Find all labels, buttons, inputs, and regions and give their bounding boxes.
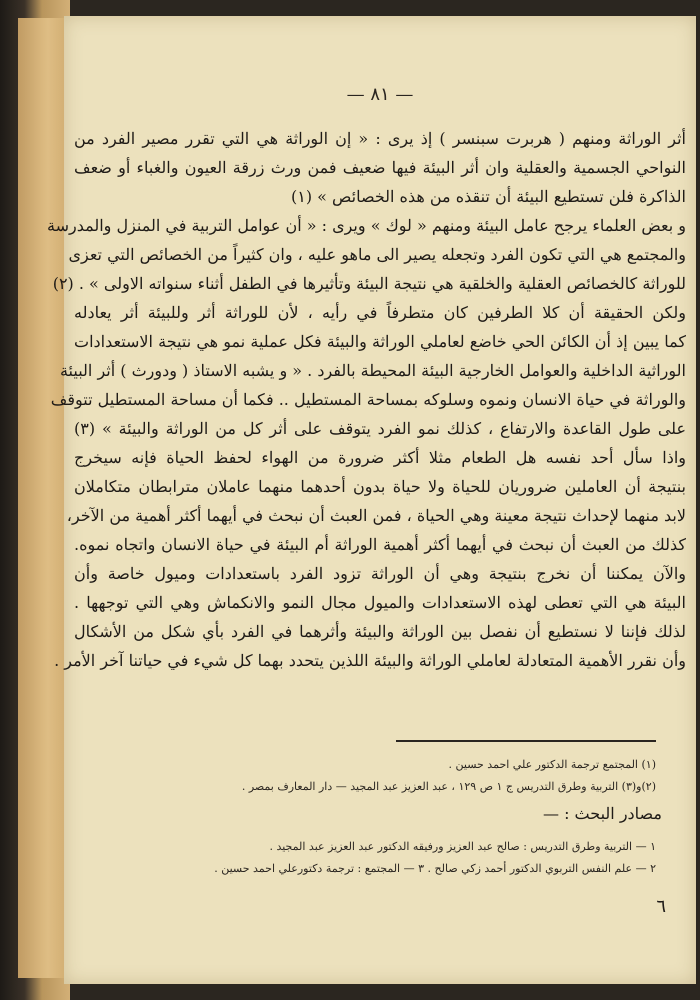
text-line: وأن نقرر الأهمية المتعادلة لعاملي الوراثة والبيئة اللذين يتحدد بهما كل شيء في حياتنا آخر الأمر .: [54, 651, 686, 670]
text-line: والمجتمع هي التي تكون الفرد وتجعله يصير الى ماهو عليه ، وان كثيراً من الخصائص التي تعزى: [68, 245, 686, 264]
source-item: ١ — التربية وطرق التدريس : صالح عبد العزيز ورفيقه الدكتور عبد العزيز عبد المجيد .: [269, 840, 656, 853]
text-line: والوراثة في حياة الانسان ونموه وسلوكه بمساحة المستطيل .. فكما أن مساحة المستطيل تتوقف: [50, 390, 686, 409]
source-item: ٢ — علم النفس التربوي الدكتور أحمد زكي صالح . ٣ — المجتمع : ترجمة دكتورعلي احمد حسين .: [214, 862, 656, 875]
text-line: أثر الوراثة ومنهم ( هربرت سبنسر ) إذ يرى : « إن الوراثة هي التي تقرر مصير الفرد من: [74, 129, 686, 148]
footnote-divider: [396, 740, 656, 742]
sources-list: [116, 836, 656, 880]
body-text: [46, 124, 686, 675]
text-line: كذلك من العبث أن نبحث في أيهما أكثر أهمية الوراثة أم البيئة في حياة الانسان واتجاه نموه.: [74, 535, 686, 554]
text-line: بنتيجة أن العاملين ضروريان للحياة ولا حياة بدون أحدهما منهما عاملان مترابطان متكاملان: [74, 477, 686, 496]
text-line: و بعض العلماء يرجح عامل البيئة ومنهم « لوك » ويرى : « أن عوامل التربية في المنزل والمدرسة: [46, 216, 686, 235]
page-header-marker: — ٨١ —: [346, 84, 414, 105]
text-line: الذاكرة فلن تستطيع البيئة أن تنقذه من هذه الخصائص » (١): [290, 187, 686, 206]
text-line: كما يبين إذ أن الكائن الحي خاضع لعاملي الوراثة والبيئة فكل عملية نمو هي نتيجة الاستعدادات: [74, 332, 686, 351]
text-line: النواحي الجسمية والعقلية وان أثر البيئة فيها ضعيف فمن ورث زرقة العيون والغباء أو ضعف: [74, 158, 686, 177]
text-line: لابد منهما لإحداث نتيجة معينة وهي الحياة ، فمن العبث أن نبحث في أيهما أكثر أهمية من الآخر،: [66, 506, 686, 525]
binding-tape: [18, 18, 68, 978]
book-page: [46, 16, 696, 984]
sources-title: مصادر البحث : —: [542, 804, 662, 823]
text-line: لذلك فإننا لا نستطيع أن نفصل بين الوراثة والبيئة وأثرهما في الفرد بأي شكل من الأشكال: [74, 622, 686, 641]
text-line: ولكن الحقيقة أن كلا الطرفين كان متطرفاً في رأيه ، لأن للوراثة أثر وللبيئة أثر يعادله: [74, 303, 686, 322]
text-line: على طول القاعدة والارتفاع ، كذلك نمو الفرد يتوقف على أثر كل من الوراثة والبيئة » (٣): [74, 419, 686, 438]
footnote: (٢)و(٣) التربية وطرق التدريس ج ١ ص ١٢٩ ، عبد العزيز عبد المجيد — دار المعارف بمصر .: [241, 780, 656, 793]
page-number: ٦: [656, 896, 666, 917]
text-line: واذا سأل أحد نفسه هل الطعام مثلا أكثر ضرورة من الهواء لحفظ الحياة فإنه سيخرج: [74, 448, 686, 467]
text-line: البيئة هي التي تعطى لهذه الاستعدادات والميول مجال النمو والانكماش وهي التي توجهها .: [74, 593, 686, 612]
footnotes: [116, 754, 656, 798]
footnote: (١) المجتمع ترجمة الدكتور علي احمد حسين .: [448, 758, 656, 771]
text-line: للوراثة كالخصائص العقلية والخلقية هي نتيجة البيئة وتأثيرها في الطفل أثناء سنواته الاولى » . (٢): [52, 274, 686, 293]
text-line: الوراثية الداخلية والعوامل الخارجية البيئة المحيطة بالفرد . « و يشبه الاستاذ ( ودورث ) أثر البيئة: [59, 361, 686, 380]
text-line: والآن يمكننا أن نخرج بنتيجة وهي أن الوراثة تزود الفرد باستعدادات وميول خاصة وأن: [74, 564, 686, 583]
